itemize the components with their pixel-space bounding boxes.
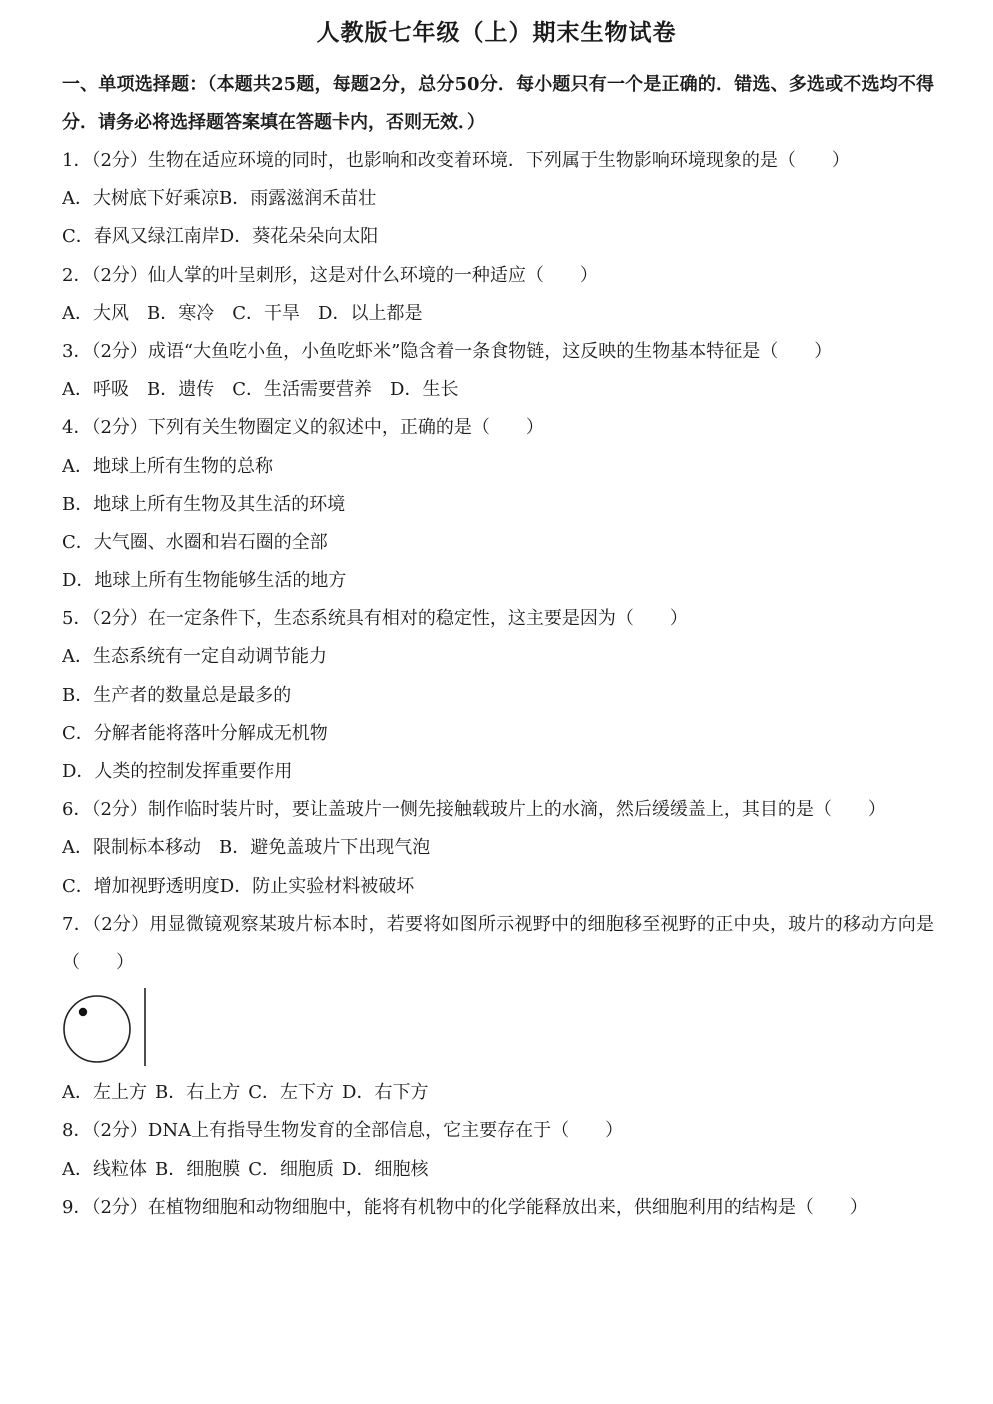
option-a: A．地球上所有生物的总称 (62, 455, 273, 477)
option-d: D．细胞核 (342, 1158, 429, 1180)
question-2-options (62, 295, 934, 333)
option-b: B．寒冷 (147, 302, 215, 324)
question-1-options (62, 180, 934, 218)
question-5-stem: 5．（2分）在一定条件下，生态系统具有相对的稳定性，这主要是因为（ ） (62, 608, 688, 630)
microscope-view-icon (62, 988, 162, 1070)
option-b: B．生产者的数量总是最多的 (62, 684, 292, 706)
option-b: B．右上方 (155, 1082, 241, 1104)
question-4-stem: 4．（2分）下列有关生物圈定义的叙述中，正确的是（ ） (62, 417, 544, 439)
option-d: D．以上都是 (318, 302, 423, 324)
question-7-stem: 7．（2分）用显微镜观察某玻片标本时，若要将如图所示视野中的细胞移至视野的正中央，玻片的移动方向是（ ） (62, 913, 934, 973)
option-a: A．大树底下好乘凉 (62, 188, 219, 210)
option-c: C．细胞质 (248, 1158, 335, 1180)
option-b: B．遗传 (147, 379, 215, 401)
option-c: C．春风又绿江南岸 (62, 226, 220, 248)
option-a: A．大风 (62, 302, 129, 324)
option-a: A．生态系统有一定自动调节能力 (62, 646, 327, 668)
option-b: B．避免盖玻片下出现气泡 (219, 837, 431, 859)
question-9-stem: 9．（2分）在植物细胞和动物细胞中，能将有机物中的化学能释放出来，供细胞利用的结构是（ ） (62, 1196, 868, 1218)
question-7-options (62, 1074, 934, 1112)
option-a: A．限制标本移动 (62, 837, 201, 859)
question-3-stem: 3．（2分）成语“大鱼吃小鱼，小鱼吃虾米”隐含着一条食物链，这反映的生物基本特征是（ ） (62, 340, 833, 362)
section-heading: 一、单项选择题：（本题共25题，每题2分，总分50分．每小题只有一个是正确的．错选、多选或不选均不得分．请务必将选择题答案填在答题卡内，否则无效．） (62, 74, 934, 133)
option-c: C．增加视野透明度 (62, 875, 220, 897)
question-8-stem: 8．（2分）DNA上有指导生物发育的全部信息，它主要存在于（ ） (62, 1120, 624, 1142)
question-1-stem: 1．（2分）生物在适应环境的同时，也影响和改变着环境．下列属于生物影响环境现象的是（ ） (62, 150, 850, 171)
option-d: D．地球上所有生物能够生活的地方 (62, 570, 347, 592)
option-b: B．地球上所有生物及其生活的环境 (62, 493, 346, 515)
question-6-stem: 6．（2分）制作临时装片时，要让盖玻片一侧先接触载玻片上的水滴，然后缓缓盖上，其目的是（ ） (62, 799, 886, 821)
microscope-field-figure (62, 982, 934, 1074)
question-8-options (62, 1151, 934, 1189)
option-d: D．右下方 (342, 1082, 429, 1104)
option-d: D．防止实验材料被破坏 (219, 875, 415, 897)
page-title: 人教版七年级（上）期末生物试卷 (316, 19, 677, 46)
option-a: A．呼吸 (62, 379, 129, 401)
option-a: A．左上方 (62, 1082, 147, 1104)
cell-dot (79, 1008, 87, 1016)
question-2-stem: 2．（2分）仙人掌的叶呈刺形，这是对什么环境的一种适应（ ） (62, 264, 598, 286)
question-list (62, 142, 934, 1227)
option-b: B．细胞膜 (155, 1158, 241, 1180)
option-a: A．线粒体 (62, 1158, 147, 1180)
field-of-view-circle (64, 996, 130, 1062)
option-c: C．大气圈、水圈和岩石圈的全部 (62, 531, 328, 553)
question-6-options (62, 829, 934, 867)
option-c: C．干旱 (232, 302, 301, 324)
option-b: B．雨露滋润禾苗壮 (219, 188, 377, 210)
question-3-options (62, 371, 934, 409)
option-c: C．分解者能将落叶分解成无机物 (62, 722, 328, 744)
option-c: C．生活需要营养 (232, 379, 373, 401)
option-d: D．生长 (390, 379, 459, 401)
option-d: D．葵花朵朵向太阳 (219, 226, 379, 248)
option-d: D．人类的控制发挥重要作用 (62, 761, 293, 783)
option-c: C．左下方 (248, 1082, 335, 1104)
question-1-options-2 (62, 218, 934, 256)
question-6-options-2 (62, 868, 934, 906)
